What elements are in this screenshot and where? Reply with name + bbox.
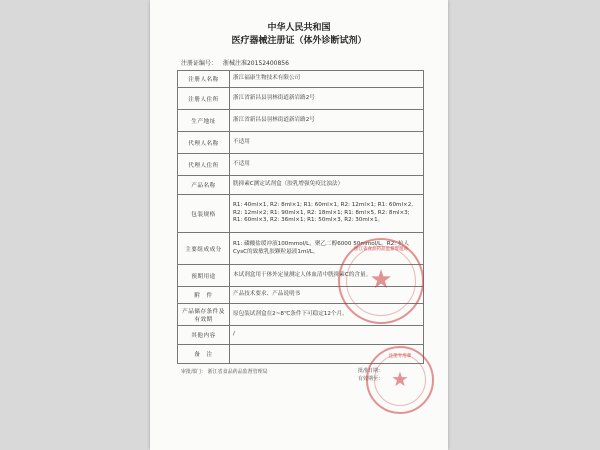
registration-number-label: 注册证编号： [181, 60, 218, 67]
registration-number-value: 浙械注准20152400856 [222, 60, 289, 67]
table-row [178, 176, 424, 195]
approval-authority-line [181, 368, 268, 375]
table-row [178, 88, 424, 110]
row-label: 代理人住所 [178, 154, 230, 176]
seal-star-icon: ★ [369, 265, 393, 295]
row-value: R1: 40ml×1, R2: 8ml×1; R1: 60ml×1, R2: 12ml×1; R1: 60ml×2, R2: 12ml×2; R1: 90ml×1, R2: 18ml×1; R1: 8ml×5, R2: 8ml×3; R1: 60ml×3, R2: 36ml×1; R1: 50ml×3, R2: 30ml×1。 [230, 195, 424, 233]
row-label: 产品储存条件及有效期 [178, 304, 230, 326]
row-label: 产品名称 [178, 176, 230, 195]
table-row [178, 195, 424, 233]
row-value: R1: 磷酸盐缓冲液100mmol/L，聚乙二醇6000 50mmol/L。R2: 抗人CysC的致敏乳胶颗粒悬液1ml/L。 [230, 233, 424, 265]
row-value: 不适用 [230, 132, 424, 154]
row-label: 附 件 [178, 287, 230, 304]
row-label: 生产地址 [178, 110, 230, 132]
row-label: 其他内容 [178, 326, 230, 345]
row-value: 浙江省新昌县羽林街道新岩路2号 [230, 88, 424, 110]
table-row [178, 154, 424, 176]
table-row [178, 326, 424, 345]
table-row [178, 71, 424, 88]
row-value: 产品技术要求、产品说明书 [230, 287, 424, 304]
registration-seal [366, 346, 434, 414]
certificate-page [150, 0, 448, 450]
row-value: 浙江省新昌县羽林街道新岩路2号 [230, 110, 424, 132]
row-value: 浙江福康生物技术有限公司 [230, 71, 424, 88]
registration-number-line [181, 58, 289, 67]
approval-authority-label: 审批部门： [181, 369, 207, 375]
certificate-title-line1: 中华人民共和国 [267, 23, 331, 33]
table-row [178, 110, 424, 132]
row-value: / [230, 326, 424, 345]
validity-date-label: 有效期至： [358, 375, 384, 382]
row-label: 备 注 [178, 345, 230, 364]
row-label: 主要组成成分 [178, 233, 230, 265]
approval-date-label: 批准日期： [358, 368, 384, 374]
row-value: 胱抑素C测定试剂盒（胶乳增强免疫比浊法） [230, 176, 424, 195]
row-label: 预期用途 [178, 265, 230, 287]
seal-star-icon: ★ [391, 367, 409, 391]
row-label: 包装规格 [178, 195, 230, 233]
row-value: 本试剂盒用于体外定量测定人体血清中胱抑素C的含量。 [230, 265, 424, 287]
certificate-title-line2: 医疗器械注册证（体外诊断试剂） [231, 36, 367, 46]
row-value: 不适用 [230, 154, 424, 176]
seal-text: 注册专用章 [388, 354, 412, 359]
row-label: 注册人名称 [178, 71, 230, 88]
row-label: 注册人住所 [178, 88, 230, 110]
row-label: 代理人名称 [178, 132, 230, 154]
table-row [178, 132, 424, 154]
seal-text: 浙江省食品药品监督管理局 [354, 247, 408, 252]
row-value: 原包装试剂盒在2~8℃条件下可稳定12个月。 [230, 304, 424, 326]
approval-authority-value: 浙江省食品药品监督管理局 [207, 369, 268, 375]
official-seal [338, 238, 424, 324]
